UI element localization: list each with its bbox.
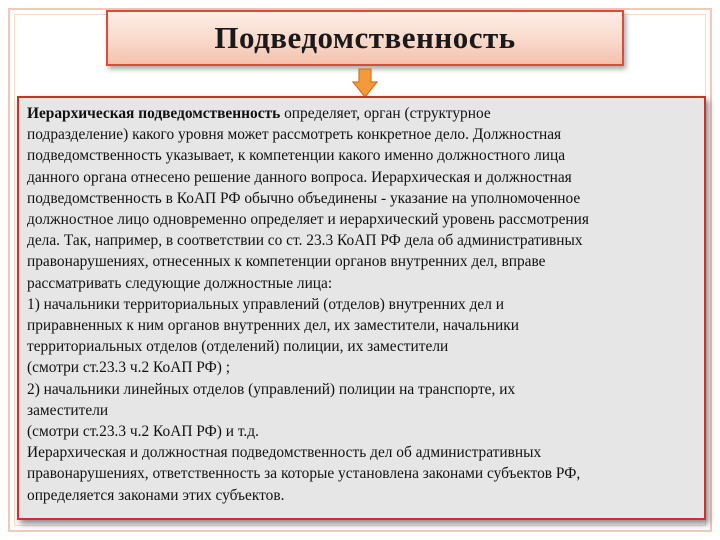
content-line: подведомственность в КоАП РФ обычно объединены - указание на уполномоченное — [27, 189, 581, 207]
down-arrow-icon — [352, 68, 378, 98]
content-line-text: определяет, орган (структурное — [280, 105, 491, 122]
content-line: рассматривать следующие должностные лица: — [27, 274, 333, 292]
content-line: данного органа отнесено решение данного вопроса. Иерархическая и должностная — [27, 168, 572, 186]
slide-title: Подведомственность — [214, 20, 516, 55]
content-line: (смотри ст.23.3 ч.2 КоАП РФ) ; — [27, 359, 231, 377]
content-line: 1) начальники территориальных управлений (отделов) внутренних дел и — [27, 295, 505, 313]
content-line: заместители — [27, 401, 109, 419]
content-line: правонарушениях, отнесенных к компетенции органов внутренних дел, вправе — [27, 253, 546, 271]
title-box — [106, 10, 624, 66]
content-line: 2) начальники линейных отделов (управлений) полиции на транспорте, их — [27, 380, 516, 398]
content-line: приравненных к ним органов внутренних дел, их заместители, начальники — [27, 317, 519, 335]
content-line: правонарушениях, ответственность за которые установлена законами субъектов РФ, — [27, 465, 581, 483]
content-line: подведомственность указывает, к компетенции какого именно должностного лица — [27, 147, 566, 165]
content-line: подразделение) какого уровня может рассмотреть конкретное дело. Должностная — [27, 126, 562, 144]
content-line-bold: Иерархическая подведомственность — [27, 105, 281, 122]
content-line: дела. Так, например, в соответствии со ст. 23.3 КоАП РФ дела об административных — [27, 232, 583, 250]
content-line: Иерархическая и должностная подведомственность дел об административных — [27, 444, 542, 462]
content-line: определяется законами этих субъектов. — [27, 486, 285, 504]
content-line: территориальных отделов (отделений) полиции, их заместители — [27, 338, 449, 356]
content-line: (смотри ст.23.3 ч.2 КоАП РФ) и т.д. — [27, 423, 259, 441]
content-text — [27, 103, 698, 506]
content-box — [17, 96, 706, 520]
content-line: должностное лицо одновременно определяет и иерархический уровень рассмотрения — [27, 211, 589, 229]
content-line — [27, 103, 698, 124]
